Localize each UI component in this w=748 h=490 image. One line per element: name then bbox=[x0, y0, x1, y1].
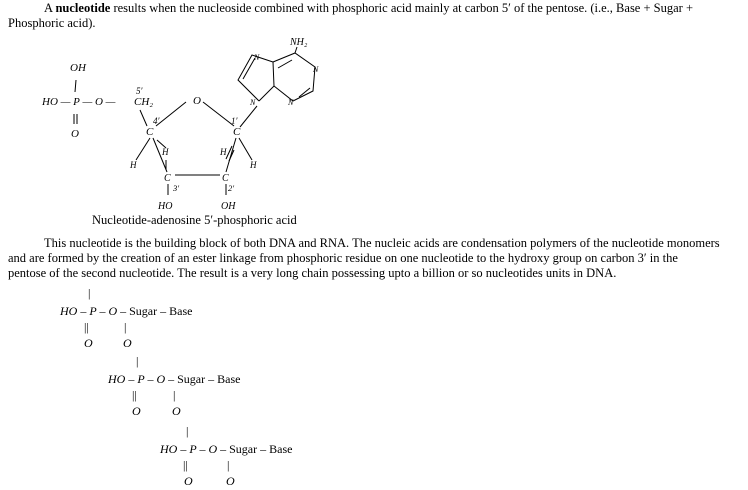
c2-carbon: C bbox=[222, 173, 229, 184]
para2-line-1: This nucleotide is the building block of both DNA and RNA. The nucleic acids are condensation polymers of the nucleotide monomers bbox=[44, 236, 720, 250]
c4-carbon: C bbox=[146, 126, 154, 138]
c2-hydroxyl: OH bbox=[221, 201, 236, 212]
sugar-base-text: Sugar – Base bbox=[129, 304, 193, 318]
chain-bond-top: | bbox=[186, 424, 189, 438]
chain-single-bond: | bbox=[227, 458, 230, 472]
chain-double-bond: || bbox=[132, 388, 137, 402]
h-c4-down: H bbox=[130, 160, 137, 170]
phosphate-oh: OH bbox=[70, 62, 86, 74]
intro-text-post: results when the nucleoside combined with phosphoric acid mainly at carbon 5′ of the pentose. (i.e., Base + Sugar + bbox=[110, 1, 693, 15]
chain-o-double: O bbox=[132, 404, 141, 418]
c3-carbon: C bbox=[164, 173, 171, 184]
chain-bond-top: | bbox=[136, 354, 139, 368]
chain-o-double: O bbox=[84, 336, 93, 350]
para2-line-3: pentose of the second nucleotide. The result is a very long chain possessing upto a billion or so nucleotides units in DNA. bbox=[8, 266, 617, 280]
chain-double-bond: || bbox=[183, 458, 188, 472]
nucleotide-term: nucleotide bbox=[55, 1, 111, 15]
ring-oxygen: O bbox=[193, 95, 201, 107]
chain-o-single: O bbox=[172, 404, 181, 418]
structure-caption: Nucleotide-adenosine 5′-phosphoric acid bbox=[92, 213, 297, 227]
para2-line-2: and are formed by the creation of an ester linkage from phosphoric residue on one nucleotide to the hydroxy group on carbon 3′ in the bbox=[8, 251, 678, 265]
chain-o-single: O bbox=[226, 474, 235, 488]
h-c4-up: H bbox=[162, 147, 169, 157]
ho-p-o-text: HO – P – O – bbox=[108, 372, 178, 386]
purine-n3: N bbox=[288, 98, 294, 107]
phosphate-ho-p-o: HO — P — O — bbox=[42, 96, 116, 108]
purine-n1: N bbox=[313, 65, 319, 74]
c1-carbon: C bbox=[233, 126, 241, 138]
chain-single-bond: | bbox=[173, 388, 176, 402]
intro-text-pre: A bbox=[44, 1, 56, 15]
h-c1-down: H bbox=[250, 160, 257, 170]
ho-p-o-text: HO – P – O – bbox=[60, 304, 130, 318]
chain-o-double: O bbox=[184, 474, 193, 488]
three-prime-label: 3′ bbox=[173, 183, 180, 193]
four-prime-label: 4′ bbox=[153, 116, 160, 126]
c3-hydroxyl: HO bbox=[158, 201, 173, 212]
five-prime-label: 5′ bbox=[136, 86, 143, 96]
purine-n7: N bbox=[254, 53, 260, 62]
chain-o-single: O bbox=[123, 336, 132, 350]
one-prime-label: 1′ bbox=[231, 116, 238, 126]
chain-formula-2 bbox=[108, 372, 240, 387]
nucleotide-structure-diagram bbox=[0, 0, 748, 235]
purine-n9: N bbox=[250, 98, 256, 107]
sugar-base-text: Sugar – Base bbox=[177, 372, 241, 386]
ch2-label: CH₂ bbox=[134, 96, 154, 108]
sugar-base-text: Sugar – Base bbox=[229, 442, 293, 456]
amino-group: NH₂ bbox=[290, 37, 308, 48]
chain-single-bond: | bbox=[124, 320, 127, 334]
h-c1-up: H bbox=[220, 147, 227, 157]
ho-p-o-text: HO – P – O – bbox=[160, 442, 230, 456]
intro-line-2: Phosphoric acid). bbox=[8, 16, 96, 30]
two-prime-label: 2′ bbox=[228, 183, 235, 193]
chain-bond-top: | bbox=[88, 286, 91, 300]
chain-double-bond: || bbox=[84, 320, 89, 334]
phosphate-o-bottom: O bbox=[71, 128, 79, 140]
chain-formula-3 bbox=[160, 442, 292, 457]
chain-formula-1 bbox=[60, 304, 192, 319]
